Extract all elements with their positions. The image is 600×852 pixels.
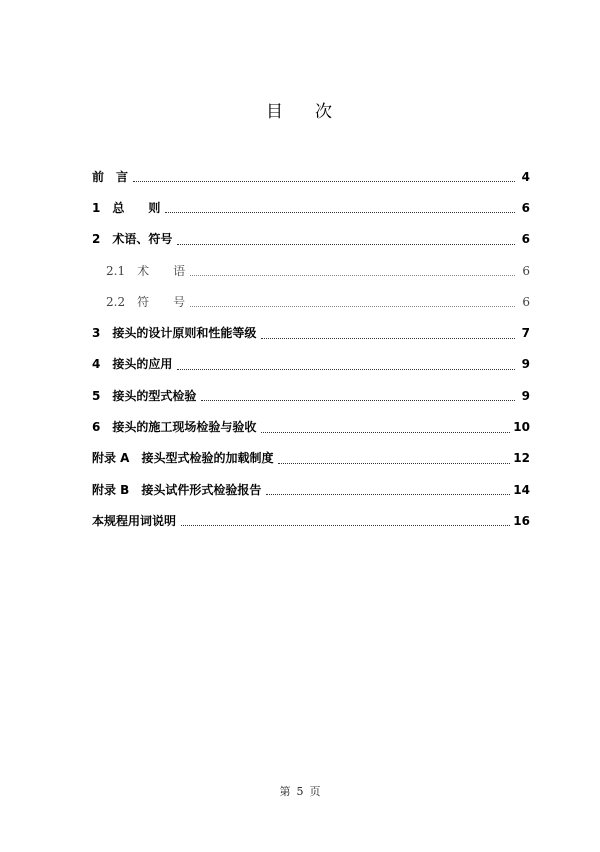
- toc-entry-2-1[interactable]: [92, 255, 530, 286]
- toc-leader-dots: [133, 171, 515, 182]
- toc-leader-dots: [181, 515, 510, 526]
- toc-entry-page: 14: [513, 482, 530, 497]
- toc-entry-page: 6: [521, 200, 530, 215]
- toc-entry-label: 术 语: [137, 263, 186, 278]
- toc-entry-5[interactable]: [92, 380, 530, 411]
- toc-leader-dots: [165, 202, 515, 213]
- toc-entry-label: 总 则: [112, 200, 161, 215]
- footer-page-number: 5: [296, 785, 304, 798]
- toc-entry-label: 接头的施工现场检验与验收: [112, 420, 257, 435]
- toc-entry-page: 6: [522, 263, 530, 278]
- toc-entry-page: 7: [521, 326, 530, 341]
- toc-entry-2-2[interactable]: [92, 286, 530, 317]
- toc-entry-6[interactable]: [92, 411, 530, 442]
- toc-entry-number: 2: [92, 232, 101, 247]
- toc-entry-4[interactable]: [92, 349, 530, 380]
- toc-entry-1[interactable]: [92, 192, 530, 223]
- toc-entry-number: 1: [92, 200, 101, 215]
- toc-entry-preface[interactable]: [92, 161, 530, 192]
- table-of-contents: [92, 161, 530, 537]
- toc-entry-label: 前 言: [92, 169, 129, 184]
- toc-entry-appendix-a[interactable]: [92, 443, 530, 474]
- toc-entry-number: 附录 A: [92, 451, 130, 466]
- toc-entry-label: 接头试件形式检验报告: [141, 482, 262, 497]
- toc-leader-dots: [177, 234, 515, 245]
- toc-entry-page: 4: [521, 169, 530, 184]
- toc-leader-dots: [190, 265, 515, 276]
- toc-leader-dots: [190, 296, 515, 307]
- toc-entry-appendix-b[interactable]: [92, 474, 530, 505]
- footer-suffix: 页: [309, 785, 321, 798]
- toc-entry-2[interactable]: [92, 224, 530, 255]
- toc-leader-dots: [261, 328, 515, 339]
- toc-title: [0, 97, 600, 122]
- toc-entry-label: 接头型式检验的加载制度: [141, 451, 274, 466]
- toc-entry-page: 9: [521, 357, 530, 372]
- toc-entry-number: 5: [92, 388, 101, 403]
- toc-title-char-2: 次: [315, 102, 334, 122]
- toc-entry-label: 符 号: [137, 294, 186, 309]
- toc-leader-dots: [261, 422, 510, 433]
- toc-entry-number: 附录 B: [92, 482, 130, 497]
- toc-entry-3[interactable]: [92, 317, 530, 348]
- toc-entry-label: 本规程用词说明: [92, 513, 177, 528]
- toc-leader-dots: [201, 390, 515, 401]
- toc-entry-page: 9: [521, 388, 530, 403]
- toc-entry-page: 12: [513, 451, 530, 466]
- toc-entry-label: 接头的型式检验: [112, 388, 197, 403]
- toc-entry-number: 2.2: [106, 294, 126, 309]
- toc-entry-number: 3: [92, 326, 101, 341]
- toc-entry-label: 接头的应用: [112, 357, 173, 372]
- toc-entry-terms-explanation[interactable]: [92, 505, 530, 536]
- toc-entry-label: 术语、符号: [112, 232, 173, 247]
- toc-entry-page: 10: [513, 420, 530, 435]
- toc-leader-dots: [177, 359, 515, 370]
- page-footer: [0, 783, 600, 799]
- toc-entry-page: 16: [513, 513, 530, 528]
- footer-prefix: 第: [279, 785, 291, 798]
- toc-entry-label: 接头的设计原则和性能等级: [112, 326, 257, 341]
- toc-leader-dots: [266, 484, 510, 495]
- toc-entry-page: 6: [522, 294, 530, 309]
- toc-leader-dots: [278, 453, 510, 464]
- toc-entry-page: 6: [521, 232, 530, 247]
- toc-entry-number: 2.1: [106, 263, 126, 278]
- toc-entry-number: 6: [92, 420, 101, 435]
- toc-entry-number: 4: [92, 357, 101, 372]
- toc-title-char-1: 目: [266, 102, 285, 122]
